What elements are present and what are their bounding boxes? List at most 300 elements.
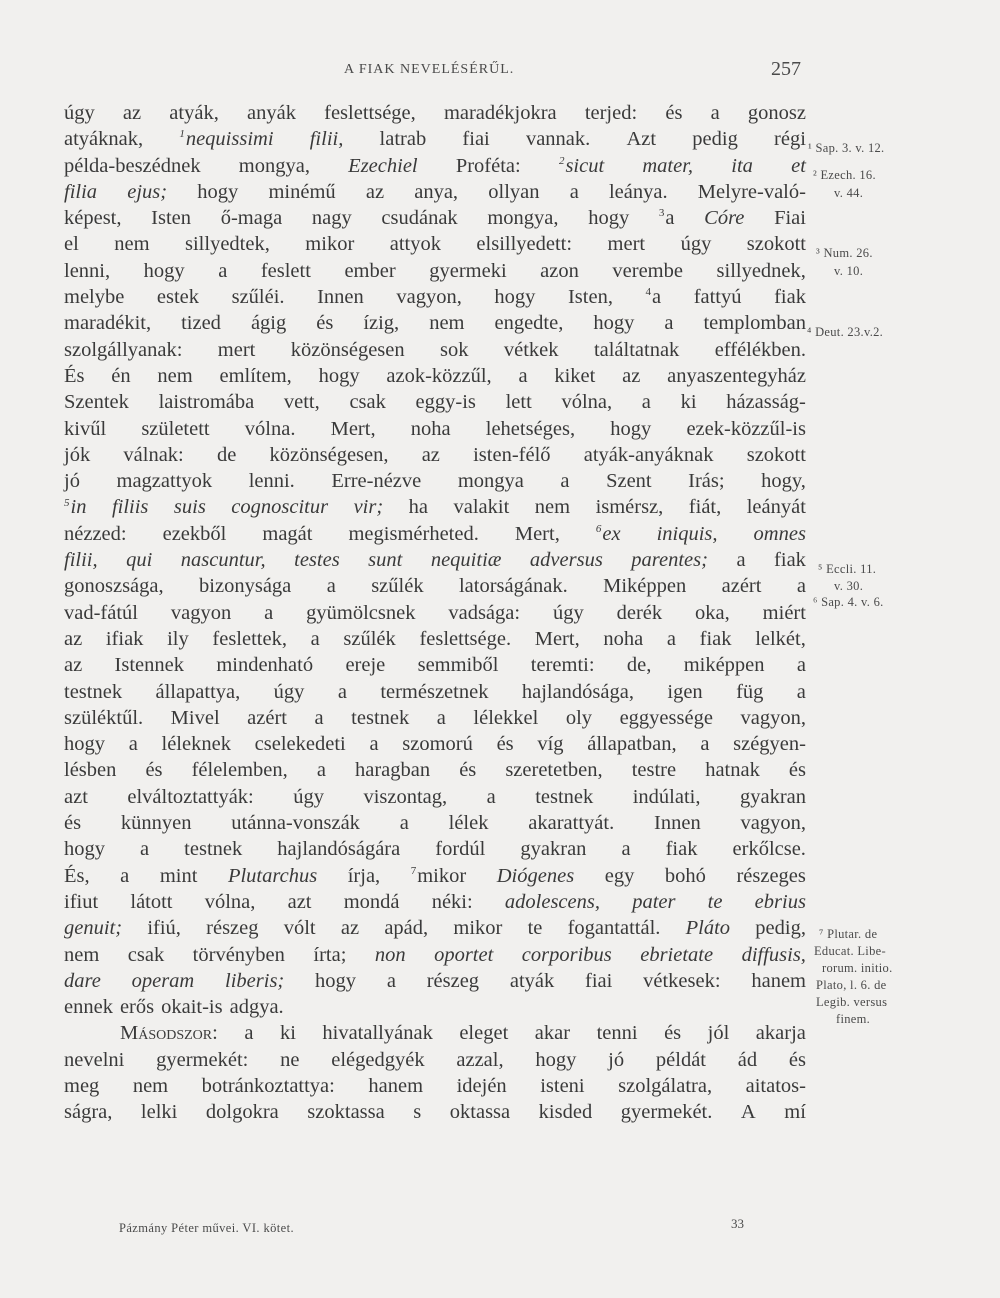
margin-note: Legib. versus	[816, 995, 888, 1009]
word: feslettsége,	[324, 102, 416, 124]
latin-word: dare	[64, 969, 101, 992]
word: azért	[247, 706, 287, 729]
word: azt	[64, 785, 88, 808]
text-line	[64, 547, 806, 573]
word: ezek-közzűl-is	[686, 417, 806, 440]
word: testnek	[535, 785, 594, 808]
word: közönségesen,	[269, 443, 389, 466]
latin-word: adversus	[529, 549, 603, 572]
word: fogantattál.	[567, 917, 661, 940]
word: miképpen	[683, 654, 765, 677]
word: az	[64, 654, 83, 677]
word: elsillyedett:	[476, 233, 573, 256]
latin-word: filii,	[64, 549, 98, 572]
latin-word: cognoscitur	[231, 496, 329, 519]
word: És,	[64, 864, 90, 887]
word: ily	[167, 627, 189, 650]
word: és	[664, 1022, 682, 1045]
word: latorságának.	[458, 575, 568, 598]
word: fiai	[585, 969, 613, 992]
word: úgy	[552, 601, 584, 624]
word: úgy	[64, 102, 95, 124]
word: indúlati,	[632, 785, 701, 808]
footnote-marker: 2	[558, 154, 565, 167]
word: fiak	[774, 286, 806, 309]
latin-word: genuit;	[64, 917, 123, 940]
margin-note: v. 44.	[834, 186, 864, 200]
word: Proféta:	[455, 154, 521, 177]
text-line	[64, 810, 806, 836]
word: $^3$a	[658, 207, 675, 230]
word: Azt	[626, 128, 657, 151]
text-line	[64, 389, 806, 415]
word: csudának	[381, 207, 458, 230]
word: azt	[287, 890, 312, 913]
word: akarja	[755, 1022, 806, 1045]
text-line	[64, 231, 806, 257]
word: azért	[721, 575, 762, 598]
word: hanem	[751, 969, 806, 992]
word: szolgállyanak:	[64, 338, 183, 361]
word: fattyú	[693, 286, 742, 309]
word: és	[788, 1048, 806, 1071]
running-title: A FIAK NEVELÉSÉRŰL.	[344, 62, 515, 77]
word: hogy	[64, 838, 105, 861]
word: minémű	[268, 180, 336, 203]
text-line	[64, 100, 806, 126]
word: a	[621, 838, 631, 861]
text-line	[64, 889, 806, 915]
margin-note: v. 10.	[834, 264, 864, 278]
text-line	[64, 784, 806, 810]
text-line	[64, 416, 806, 442]
word: közönségesen	[290, 338, 405, 361]
latin-word: ejus;	[127, 180, 168, 203]
word: kiket	[554, 364, 596, 387]
word: botránkoztattya:	[201, 1074, 335, 1097]
word: szeretetben,	[505, 759, 603, 782]
word: cselekedeti	[254, 733, 346, 756]
word: csak	[127, 943, 165, 966]
text-line	[64, 573, 806, 599]
word: feslettek,	[212, 627, 287, 650]
word: gyermekét.	[620, 1101, 713, 1124]
word: a	[399, 812, 409, 835]
word: szoktassa	[307, 1101, 385, 1124]
word: teremti:	[530, 654, 595, 677]
word: atyák-anyáknak	[583, 443, 714, 466]
word: melybe	[64, 286, 125, 309]
latin-word: te	[707, 890, 723, 913]
word: gyümölcsnek	[306, 601, 416, 624]
word: a	[796, 680, 806, 703]
word: Szentek	[64, 391, 129, 414]
word: csak	[349, 391, 386, 414]
word: utánna-vonszák	[231, 812, 360, 835]
word: nem	[114, 233, 150, 256]
word: nagy	[311, 207, 352, 230]
word: a	[710, 102, 720, 124]
word: állapattya,	[155, 680, 241, 703]
text-line	[64, 179, 806, 205]
text-line	[64, 652, 806, 678]
word: meg	[64, 1074, 100, 1097]
latin-word: operam	[131, 969, 195, 992]
word: eleget	[459, 1022, 509, 1045]
word: ollyan	[488, 180, 540, 203]
word: vétkek	[503, 338, 559, 361]
word: laistromába	[158, 391, 255, 414]
word: Fiai	[774, 207, 806, 230]
word: lélek	[448, 812, 489, 835]
word: aitatos-	[745, 1074, 806, 1097]
word: ne	[280, 1048, 300, 1071]
word: törvényben	[192, 943, 285, 966]
word: az	[622, 364, 641, 387]
word: gonoszsága,	[64, 575, 164, 598]
text-line	[64, 731, 806, 757]
text-line	[64, 994, 806, 1020]
word: szűléi.	[231, 286, 285, 309]
word: apád,	[384, 917, 429, 940]
text-line	[64, 942, 806, 968]
word: valakit	[453, 496, 510, 519]
word: szolgálatra,	[618, 1074, 713, 1097]
word: példát	[655, 1048, 706, 1071]
word: szokott	[746, 443, 806, 466]
word: ha	[408, 496, 429, 519]
text-line	[64, 205, 806, 231]
signature-mark: 33	[731, 1216, 744, 1231]
word: vétkesek:	[643, 969, 721, 992]
word: a	[337, 680, 347, 703]
word: a	[386, 969, 396, 992]
latin-word: filia	[64, 180, 98, 203]
word: oly	[565, 706, 593, 729]
margin-note: ⁷ Plutar. de	[819, 927, 878, 941]
footnote-marker: 3	[658, 207, 665, 220]
word: atyák,	[169, 102, 219, 124]
word: Innen	[654, 812, 701, 835]
word: hogy	[588, 207, 630, 230]
latin-word: mater,	[642, 154, 694, 177]
word: És	[64, 364, 85, 387]
word: és	[145, 759, 163, 782]
word: Isten	[151, 207, 192, 230]
word: Másodszor:	[120, 1022, 218, 1045]
word: mikor	[453, 917, 503, 940]
word: hajlandósága,	[521, 680, 634, 703]
word: vett,	[283, 391, 320, 414]
latin-word: testes	[294, 549, 340, 572]
word: testnek	[351, 706, 410, 729]
word: írta;	[313, 943, 347, 966]
word: kisded	[538, 1101, 593, 1124]
word: ki	[279, 1022, 296, 1045]
word: félelemben,	[191, 759, 288, 782]
word: viszontag,	[363, 785, 448, 808]
word: hogy,	[761, 470, 806, 493]
word: néki:	[431, 890, 473, 913]
word: ád	[737, 1048, 758, 1071]
word: jó	[64, 470, 80, 493]
word: a	[518, 364, 528, 387]
word: elváltoztattyák:	[127, 785, 254, 808]
word: anyák	[247, 102, 296, 124]
word: gyakran	[739, 785, 806, 808]
text-line	[64, 1047, 806, 1073]
latin-word: Plutarchus	[227, 864, 318, 887]
word: részeg	[426, 969, 480, 992]
word: szűlék	[343, 627, 396, 650]
word: leányát	[746, 496, 806, 519]
word: és	[496, 733, 514, 756]
word: atyáknak,	[64, 128, 144, 151]
text-line	[64, 258, 806, 284]
word: lelki	[140, 1101, 178, 1124]
latin-word: ebrietate	[640, 943, 714, 966]
word: régi	[774, 128, 806, 151]
word: isteni	[540, 1074, 585, 1097]
word: példa-beszédnek	[64, 154, 201, 177]
text-line	[64, 1073, 806, 1099]
word: fiai	[462, 128, 490, 151]
word: szokott	[746, 233, 806, 256]
latin-word: ebrius	[754, 890, 806, 913]
word: mondá	[343, 890, 400, 913]
word: kivűl	[64, 417, 107, 440]
footnote-marker: 6	[595, 522, 602, 535]
word: Erre-nézve	[331, 470, 422, 493]
word: a	[140, 838, 150, 861]
word: fiak	[665, 838, 698, 861]
latin-word: omnes	[753, 522, 806, 545]
word: hogy	[318, 364, 360, 387]
latin-word: nequitiæ	[430, 549, 502, 572]
word: lésben	[64, 759, 117, 782]
word: jók	[64, 443, 91, 466]
latin-word: $^6$ex	[595, 522, 621, 545]
word: részeg	[206, 917, 259, 940]
word: azok-közzűl,	[386, 364, 492, 387]
latin-word: Córe	[704, 207, 745, 230]
word: templomban	[703, 312, 806, 335]
word: vagyon,	[740, 812, 806, 835]
word: megismérheted.	[348, 522, 479, 545]
latin-word: filii,	[309, 128, 344, 151]
word: mert	[607, 233, 646, 256]
word: latrab	[379, 128, 427, 151]
word: úgy	[293, 785, 324, 808]
word: mí	[784, 1101, 806, 1124]
word: nem	[157, 364, 193, 387]
word: szégyen-	[733, 733, 806, 756]
text-line	[64, 915, 806, 941]
margin-note: ¹ Sap. 3. v. 12.	[808, 141, 885, 155]
margin-note: finem.	[836, 1012, 871, 1026]
word: az	[64, 627, 83, 650]
word: vólna,	[561, 391, 613, 414]
word: eggy-is	[415, 391, 476, 414]
word: künnyen	[120, 812, 192, 835]
latin-word: pater	[632, 890, 676, 913]
word: a	[664, 312, 674, 335]
word: gyermekét:	[156, 1048, 249, 1071]
word: a	[560, 470, 570, 493]
word: anya,	[414, 180, 459, 203]
word: hivatallyának	[322, 1022, 433, 1045]
word: nem	[534, 496, 571, 519]
word: dolgokra	[205, 1101, 279, 1124]
word: maradékjokra	[443, 102, 557, 124]
margin-note: Educat. Libe-	[814, 944, 886, 958]
word: gonosz	[747, 102, 806, 124]
word: a	[369, 733, 379, 756]
word: oktassa	[449, 1101, 511, 1124]
word: jól	[707, 1022, 730, 1045]
word: a	[486, 785, 496, 808]
word: hanem	[368, 1074, 424, 1097]
word: vadsága:	[448, 601, 521, 624]
word: és	[788, 759, 806, 782]
word: mert	[217, 338, 256, 361]
word: szűlék	[371, 575, 424, 598]
text-line	[64, 126, 806, 152]
word: mongya	[457, 470, 524, 493]
word: ismérsz,	[595, 496, 664, 519]
word: mikor	[305, 233, 355, 256]
word: vagyon	[170, 601, 232, 624]
word: mongya,	[487, 207, 559, 230]
word: ízig,	[363, 312, 400, 335]
word: $^4$a	[645, 286, 662, 309]
word: az	[122, 102, 142, 124]
text-line	[64, 705, 806, 731]
word: részeges	[736, 864, 806, 887]
margin-note: ² Ezech. 16.	[813, 168, 876, 182]
word: Innen	[317, 286, 364, 309]
word: Szent	[606, 470, 652, 493]
word: isten-félő	[473, 443, 551, 466]
word: ságra,	[64, 1101, 113, 1124]
word: úgy	[273, 680, 305, 703]
word: a	[736, 549, 746, 572]
body-text	[64, 100, 806, 1126]
word: vagyon,	[740, 706, 806, 729]
word: a	[264, 601, 274, 624]
margin-note: ⁴ Deut. 23.v.2.	[807, 325, 884, 339]
word: attyok	[389, 233, 441, 256]
footnote-marker: 7	[410, 864, 417, 877]
word: szomorú	[402, 733, 473, 756]
text-line	[64, 1099, 806, 1125]
text-line	[64, 153, 806, 179]
word: született	[141, 417, 210, 440]
word: estek	[156, 286, 200, 309]
word: sillyedtek,	[185, 233, 270, 256]
word: fiát,	[688, 496, 722, 519]
word: pedig	[692, 128, 738, 151]
latin-word: qui	[126, 549, 153, 572]
word: lenni.	[248, 470, 295, 493]
text-line	[64, 494, 806, 520]
word: természetnek	[380, 680, 489, 703]
latin-word: non	[374, 943, 406, 966]
word: verembe	[612, 259, 683, 282]
word: léleknek	[161, 733, 231, 756]
word: és	[459, 759, 477, 782]
word: nevelni	[64, 1048, 125, 1071]
word: a	[666, 627, 676, 650]
word: ifiú,	[147, 917, 181, 940]
footnote-marker: 4	[645, 286, 652, 299]
word: hogy	[535, 1048, 577, 1071]
word: Mert,	[534, 627, 580, 650]
word: testre	[631, 759, 677, 782]
word: anyaszentegyház	[667, 364, 806, 387]
latin-word: adolescens,	[504, 890, 600, 913]
word: hogy	[143, 259, 185, 282]
word: sok	[440, 338, 469, 361]
text-line	[64, 363, 806, 389]
word: a	[641, 391, 651, 414]
word: állapatban,	[587, 733, 677, 756]
word: s	[413, 1101, 422, 1124]
word: gyakran	[520, 838, 587, 861]
latin-word: nascuntur,	[180, 549, 266, 572]
word: a	[436, 706, 446, 729]
word: a	[796, 654, 806, 677]
word: oka,	[695, 601, 730, 624]
word: jó	[608, 1048, 625, 1071]
word: igen	[667, 680, 703, 703]
latin-word: Diógenes	[496, 864, 575, 887]
footnote-marker: 5	[64, 496, 70, 509]
word: ennek	[64, 996, 113, 1019]
word: tized	[181, 312, 221, 335]
word: lélekkel	[473, 706, 539, 729]
word: füg	[736, 680, 764, 703]
margin-note: ⁶ Sap. 4. v. 6.	[813, 595, 884, 609]
word: semmiből	[417, 654, 499, 677]
word: nézzed:	[64, 522, 127, 545]
text-line	[64, 600, 806, 626]
word: Mivel	[170, 706, 220, 729]
word: tenni	[596, 1022, 638, 1045]
text-line	[64, 626, 806, 652]
word: hogy	[494, 286, 536, 309]
word: az	[421, 443, 440, 466]
word: haragban	[355, 759, 431, 782]
text-line	[64, 836, 806, 862]
latin-word: $^5$in	[64, 496, 87, 519]
word: a	[244, 1022, 254, 1045]
word: ifiut	[64, 890, 99, 913]
word: a	[316, 759, 326, 782]
word: mint	[159, 864, 198, 887]
footnote-marker: 1	[179, 128, 185, 141]
word: azzal,	[456, 1048, 504, 1071]
word: Mert,	[330, 417, 376, 440]
margin-note: ³ Num. 26.	[816, 246, 873, 260]
text-line	[64, 337, 806, 363]
volume-line: Pázmány Péter művei. VI. kötet.	[119, 1221, 294, 1235]
latin-word: Pláto	[685, 917, 731, 940]
word: akarattyát.	[528, 812, 615, 835]
text-line	[64, 968, 806, 994]
word: engedte,	[494, 312, 564, 335]
word: ereje	[345, 654, 386, 677]
